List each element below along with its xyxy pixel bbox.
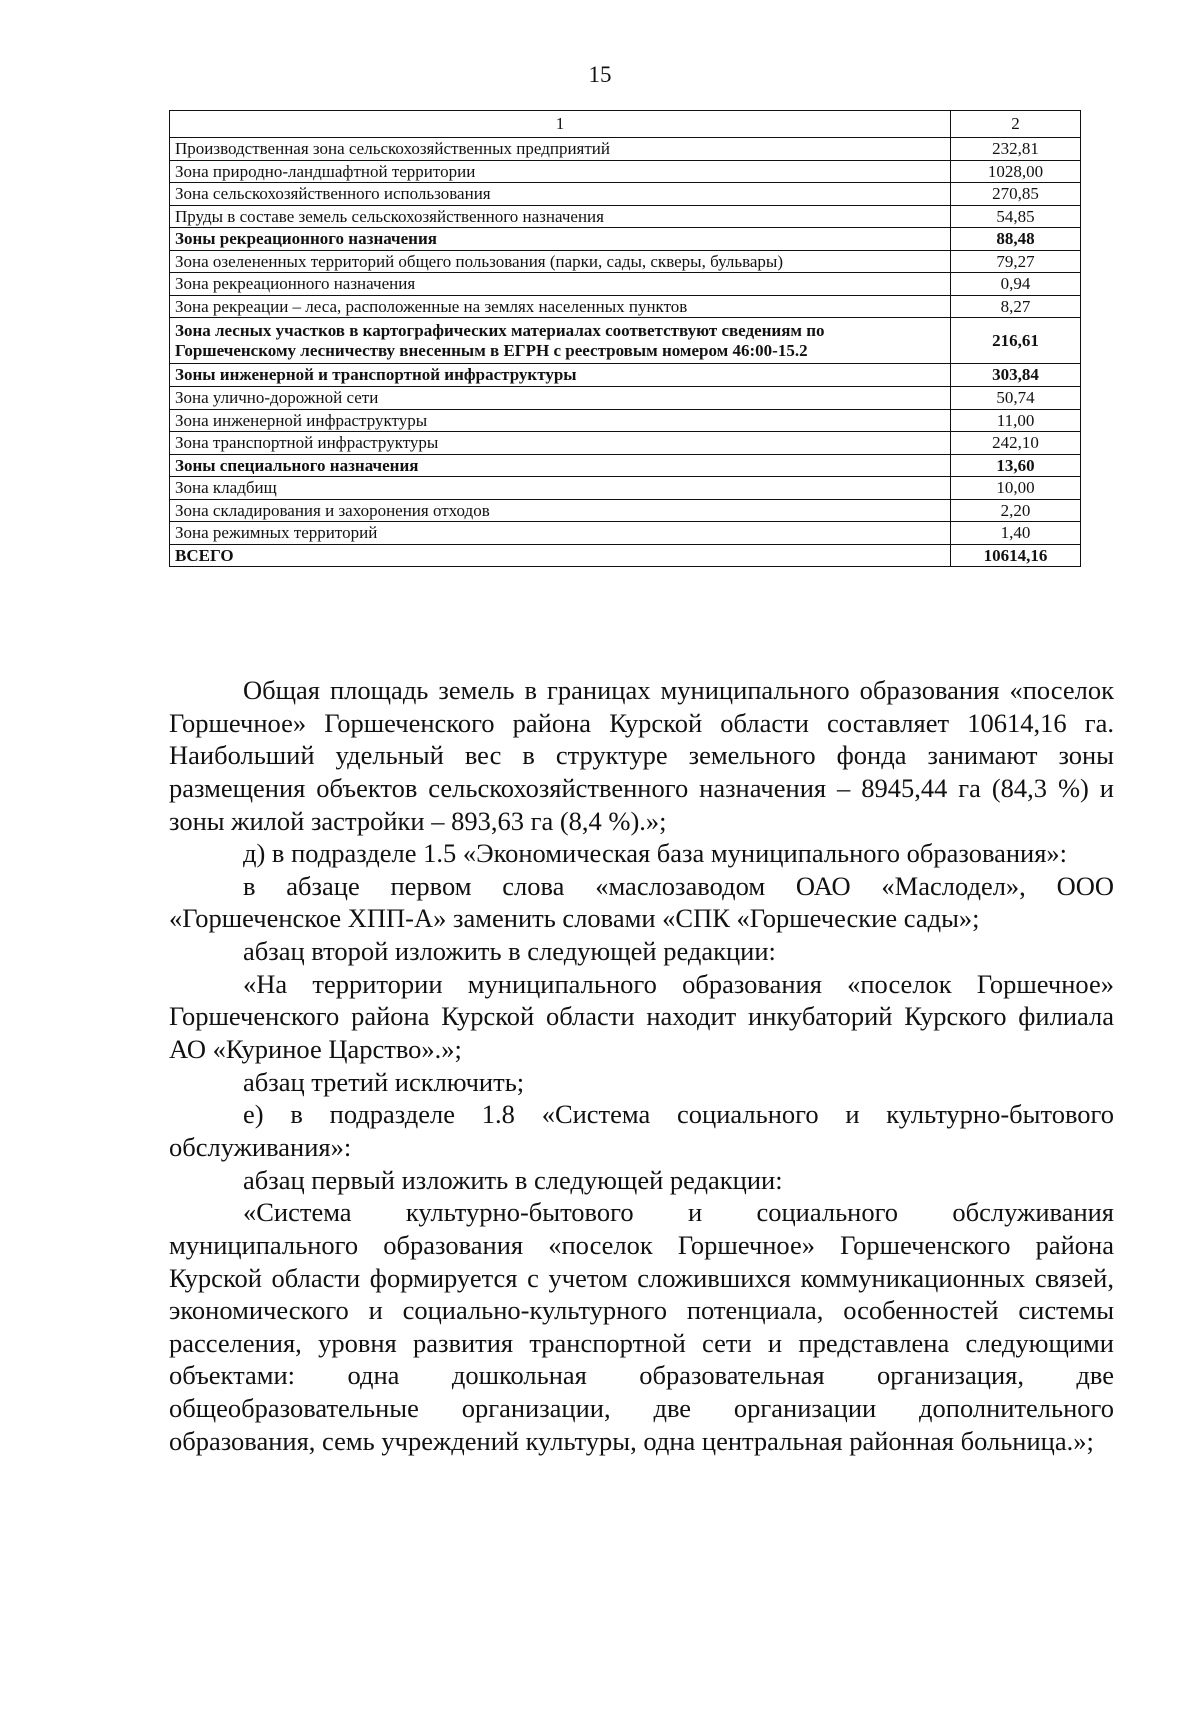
zone-area-cell: 232,81 bbox=[951, 138, 1081, 161]
zone-name-cell: Зона рекреации – леса, расположенные на землях населенных пунктов bbox=[170, 295, 951, 318]
body-paragraph: е) в подразделе 1.8 «Система социального и культурно-бытового обслуживания»: bbox=[169, 1099, 1114, 1162]
zone-name-cell: Зона лесных участков в картографических материалах соответствуют сведениям по Горшеченскому лесничеству внесенным в ЕГРН с реестровым номером 46:00-15.2 bbox=[170, 318, 951, 364]
zone-area-cell: 1028,00 bbox=[951, 160, 1081, 183]
page-number: 15 bbox=[588, 62, 612, 87]
table-body bbox=[170, 111, 1081, 567]
table-row bbox=[170, 387, 1081, 410]
zone-name-cell: Производственная зона сельскохозяйственных предприятий bbox=[170, 138, 951, 161]
table-row bbox=[170, 183, 1081, 206]
table-row bbox=[170, 205, 1081, 228]
zone-name-cell: Зона улично-дорожной сети bbox=[170, 387, 951, 410]
table-row bbox=[170, 409, 1081, 432]
table-row bbox=[170, 318, 1081, 364]
body-paragraph: д) в подразделе 1.5 «Экономическая база муниципального образования»: bbox=[243, 838, 1068, 869]
zone-name-cell: Зона сельскохозяйственного использования bbox=[170, 183, 951, 206]
zone-name-cell: Зона природно-ландшафтной территории bbox=[170, 160, 951, 183]
body-paragraph: в абзаце первом слова «маслозаводом ОАО «Маслодел», ООО «Горшеченское ХПП-А» заменить словами «СПК «Горшеческие сады»; bbox=[169, 870, 1114, 934]
zone-area-cell: 50,74 bbox=[951, 387, 1081, 410]
table-row bbox=[170, 477, 1081, 500]
zone-area-cell: 2,20 bbox=[951, 499, 1081, 522]
zone-area-cell: 13,60 bbox=[951, 454, 1081, 477]
zone-area-cell: 1,40 bbox=[951, 522, 1081, 545]
table-row bbox=[170, 432, 1081, 455]
table-row bbox=[170, 273, 1081, 296]
zone-name-cell: ВСЕГО bbox=[170, 544, 951, 567]
table-header-row bbox=[170, 111, 1081, 138]
body-paragraph: «Система культурно-бытового и социального обслуживания муниципального образования «поселок Горшечное» Горшеченского района Курской области формируется с учетом сложившихся коммуникационных связей, экономического и социально-культурного потенциала, особенностей системы расселения, уровня развития транспортной сети и представлена следующими объектами: одна дошкольная образовательная организация, две общеобразовательные организации, две организации дополнительного образования, семь учреждений культуры, одна центральная районная больница.»; bbox=[169, 1197, 1114, 1456]
zone-area-cell: 88,48 bbox=[951, 228, 1081, 251]
zone-name-cell: Зона транспортной инфраструктуры bbox=[170, 432, 951, 455]
zone-area-cell: 10614,16 bbox=[951, 544, 1081, 567]
table-row bbox=[170, 138, 1081, 161]
zone-area-cell: 303,84 bbox=[951, 364, 1081, 387]
table-row bbox=[170, 250, 1081, 273]
zone-area-cell: 54,85 bbox=[951, 205, 1081, 228]
zone-area-cell: 8,27 bbox=[951, 295, 1081, 318]
header-cell-zone: 1 bbox=[170, 111, 951, 138]
body-paragraph: «На территории муниципального образования «поселок Горшечное» Горшеченского района Курской области находит инкубаторий Курского филиала АО «Куриное Царство».»; bbox=[169, 968, 1114, 1065]
zone-area-cell: 11,00 bbox=[951, 409, 1081, 432]
table-row bbox=[170, 454, 1081, 477]
zone-name-cell: Зоны рекреационного назначения bbox=[170, 228, 951, 251]
zone-area-cell: 216,61 bbox=[951, 318, 1081, 364]
body-paragraph: абзац первый изложить в следующей редакции: bbox=[243, 1164, 783, 1195]
table-row bbox=[170, 160, 1081, 183]
zone-area-cell: 10,00 bbox=[951, 477, 1081, 500]
body-paragraph: Общая площадь земель в границах муниципального образования «поселок Горшечное» Горшеченского района Курской области составляет 10614,16 га. Наибольший удельный вес в структуре земельного фонда занимают зоны размещения объектов сельскохозяйственного назначения – 8945,44 га (84,3 %) и зоны жилой застройки – 893,63 га (8,4 %).»; bbox=[169, 675, 1114, 836]
table-row bbox=[170, 544, 1081, 567]
header-cell-area: 2 bbox=[951, 111, 1081, 138]
zone-name-cell: Зона режимных территорий bbox=[170, 522, 951, 545]
zone-area-cell: 270,85 bbox=[951, 183, 1081, 206]
zone-name-cell: Зона рекреационного назначения bbox=[170, 273, 951, 296]
zone-name-cell: Зона кладбищ bbox=[170, 477, 951, 500]
zone-name-cell: Зона инженерной инфраструктуры bbox=[170, 409, 951, 432]
zone-name-cell: Зоны специального назначения bbox=[170, 454, 951, 477]
body-text bbox=[169, 674, 1114, 1457]
zone-area-cell: 0,94 bbox=[951, 273, 1081, 296]
table-row bbox=[170, 522, 1081, 545]
table-row bbox=[170, 499, 1081, 522]
zone-area-cell: 79,27 bbox=[951, 250, 1081, 273]
zone-name-cell: Зона озелененных территорий общего пользования (парки, сады, скверы, бульвары) bbox=[170, 250, 951, 273]
zone-name-cell: Зона складирования и захоронения отходов bbox=[170, 499, 951, 522]
land-zones-table bbox=[169, 110, 1081, 567]
table-row bbox=[170, 228, 1081, 251]
zone-name-cell: Зоны инженерной и транспортной инфраструктуры bbox=[170, 364, 951, 387]
body-paragraph: абзац второй изложить в следующей редакции: bbox=[243, 936, 776, 967]
zone-area-cell: 242,10 bbox=[951, 432, 1081, 455]
zone-name-cell: Пруды в составе земель сельскохозяйственного назначения bbox=[170, 205, 951, 228]
table-row bbox=[170, 295, 1081, 318]
body-paragraph: абзац третий исключить; bbox=[243, 1066, 525, 1097]
table-row bbox=[170, 364, 1081, 387]
